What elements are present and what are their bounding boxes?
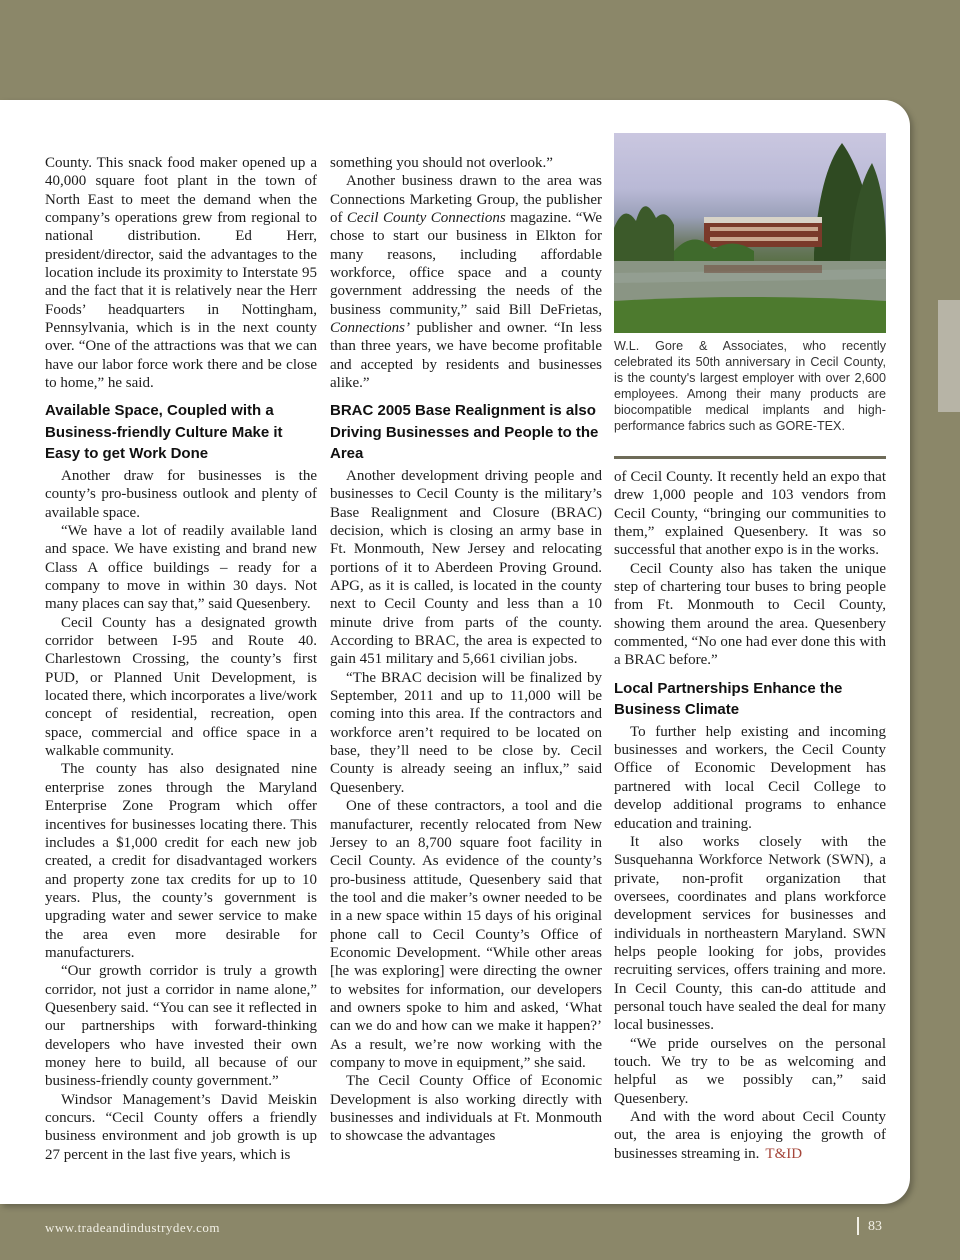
paragraph: of Cecil County. It recently held an expo that drew 1,000 people and 103 vendors from Cecil County, “bringing our communities to them,” explained Quesenbery. It was so successful that another expo is in the works. [614,469,886,559]
magazine-page [0,100,910,1204]
section-heading: Available Space, Coupled with a Business-friendly Culture Make it Easy to get Work Done [45,402,283,463]
article-column-1 [45,154,317,1164]
paragraph: The county has also designated nine enterprise zones through the Maryland Enterprise Zone Program which offer incentives for businesses locating there. This includes a $1,000 credit for each new job created, a credit for disadvantaged workers and property zone tax credits for up to 10 years. Plus, the county’s government is upgrading water and sewer service to make the area even more desirable for manufacturers. [45,761,317,961]
text-run: Another business drawn to the area was Connections Marketing Group, the publisher of [330,173,602,227]
paragraph: It also works closely with the Susquehanna Workforce Network (SWN), a private, non-profit organization that oversees, coordinates and plans workforce development services for businesses and individuals in northeastern Maryland. SWN helps people looking for jobs, provides recruiting services, offers training and more. In Cecil County, this can-do attitude and personal touch have sealed the deal for many local businesses. [614,833,886,1034]
section-heading: BRAC 2005 Base Realignment is also Driving Businesses and People to the Area [330,402,599,463]
publication-title: Connections’ [330,320,410,337]
text-run: magazine. “We chose to start our business in Elkton for many reasons, including affordable workforce, office space and a county government addressing the needs of the business community,” said Bill DeFrietas, [330,210,602,318]
text-run: publisher and owner. “In less than three years, we have become profitable and accepted by residents and businesses alike.” [330,320,602,392]
paragraph: “We have a lot of readily available land and space. We have existing and brand new Class A office buildings – ready for a company to move in within 30 days. Not many places can say that,” said Quesenbery. [45,523,317,613]
paragraph: To further help existing and incoming businesses and workers, the Cecil County Office of Economic Development has partnered with local Cecil College to develop additional programs to enhance education and training. [614,723,886,832]
paragraph: “Our growth corridor is truly a growth corridor, not just a corridor in name alone,” Quesenbery said. “You can see it reflected in our partnerships with forward-thinking developers who have invested their own money here to build, all because of our business-friendly county government.” [45,963,317,1090]
paragraph: “We pride ourselves on the personal touch. We try to be as welcoming and helpful as we possibly can,” said Quesenbery. [614,1035,886,1107]
paragraph: Cecil County also has taken the unique step of chartering tour buses to bring people from Ft. Monmouth to Cecil County, showing them around the area. Quesenbery commented, “No one had ever done this with a BRAC before.” [614,560,886,669]
paragraph: County. This snack food maker opened up a 40,000 square foot plant in the town of North East to meet the demand when the company’s operations grew from regional to national distribution. Ed Herr, president/director, said the advantages to the location include its proximity to Interstate 95 and the fact that it is relatively near the Herr Foods’ headquarters in Nottingham, Pennsylvania, which is in the next county over. “One of the attractions was that we can have our labor force work there and be close to home,” he said. [45,155,317,392]
tid-end-mark: T&ID [765,1145,803,1162]
paragraph [614,1108,886,1163]
caption-divider [614,456,886,459]
photo-caption: W.L. Gore & Associates, who recently celebrated its 50th anniversary in Cecil County, is the county's largest employer with over 2,600 employees. Among their many products are biocompatible medical implants and high-performance fabrics such as GORE-TEX. [614,339,886,433]
text-run: And with the word about Cecil County out, the area is enjoying the growth of businesses streaming in. [614,1109,886,1162]
page-edge-tab [938,300,960,412]
paragraph: The Cecil County Office of Economic Development is also working directly with businesses and individuals at Ft. Monmouth to showcase the advantages [330,1073,602,1145]
photo-illustration [614,133,886,333]
article-column-3 [614,468,886,1163]
article-column-2 [330,154,602,1146]
section-heading: Local Partnerships Enhance the Business Climate [614,679,843,719]
paragraph: Another development driving people and businesses to Cecil County is the military’s Base Realignment and Closure (BRAC) decision, which is closing an army base in Ft. Monmouth, New Jersey and relocating portions of it to Aberdeen Proving Ground. APG, as it is called, is located in the county next to Cecil County and less than a 10 minute drive from parts of the county. According to BRAC, the area is expected to gain 451 military and 5,661 civilian jobs. [330,467,602,668]
paragraph [330,172,602,392]
paragraph: Cecil County has a designated growth corridor between I-95 and Route 40. Charlestown Crossing, the county’s first PUD, or Planned Unit Development, is located there, which incorporates a live/work concept of residential, recreation, open space, commercial and office space in a walkable community. [45,614,317,760]
paragraph: “The BRAC decision will be finalized by September, 2011 and up to 11,000 will be coming into this area. If the contractors and workforce aren’t required to be located on base, they’ll need to be close by. Cecil County is already seeing an influx,” said Quesenbery. [330,669,602,796]
paragraph: Windsor Management’s David Meiskin concurs. “Cecil County offers a friendly business environment and job growth is up 27 percent in the last five years, which is [45,1091,317,1163]
paragraph: One of these contractors, a tool and die manufacturer, recently relocated from New Jersey to an 8,700 square foot facility in Cecil County. As evidence of the county’s pro-business attitude, Quesenbery said that the tool and die maker’s owner needed to be in a new space within 15 days of his original phone call to Cecil County’s Office of Economic Development. “While other areas [he was exploring] were directing the owner to websites for information, our developers and owners spoke to him and asked, ‘What can we do and how can we make it happen?’ As a result, we’re now working with the company to move in equipment,” she said. [330,798,602,1071]
publication-title: Cecil County Connections [346,210,506,227]
paragraph: something you should not overlook.” [330,155,553,171]
page-number: 83 [868,1219,882,1234]
paragraph: Another draw for businesses is the county’s pro-business outlook and plenty of available space. [45,467,317,521]
footer-separator [857,1217,859,1235]
footer-website[interactable]: www.tradeandindustrydev.com [45,1220,220,1235]
gore-building-photo [614,133,886,333]
